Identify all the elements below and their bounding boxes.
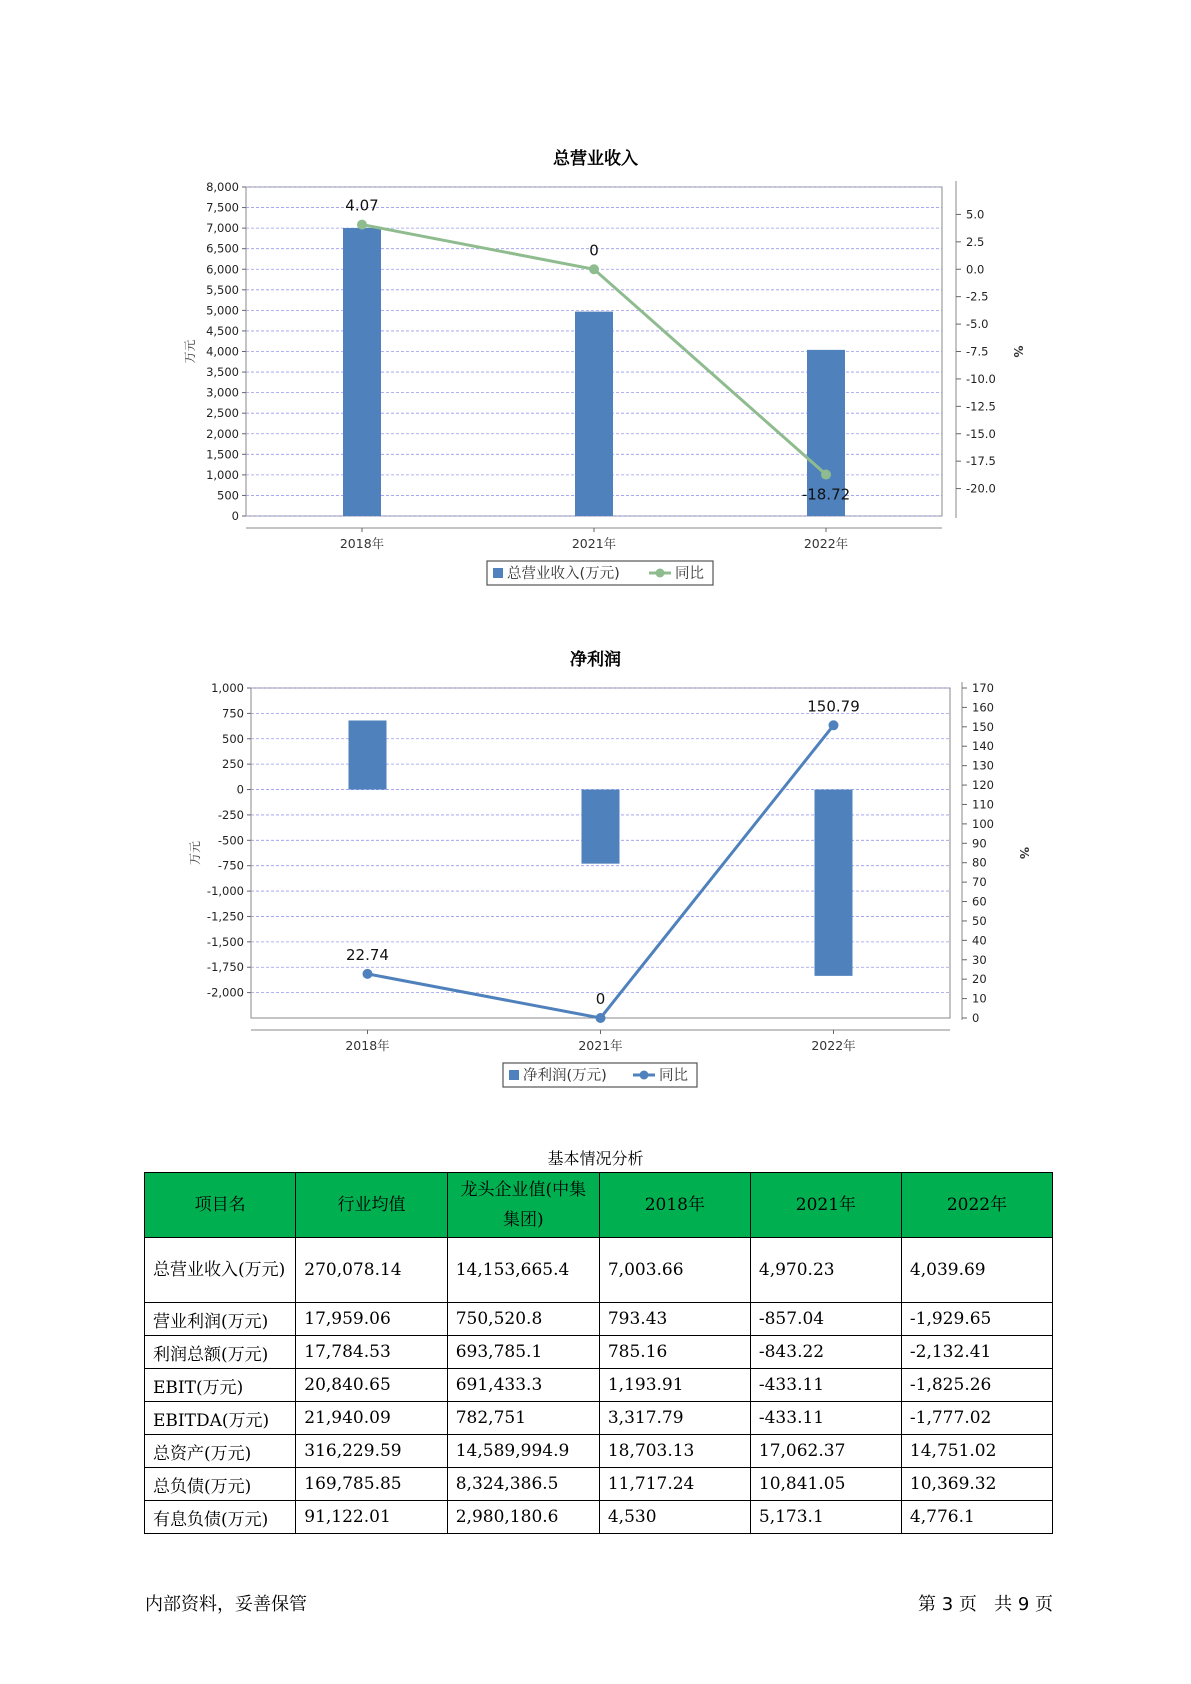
x-tick-label: 2018年 [345,1038,390,1053]
row-label-cell: EBIT(万元) [145,1369,296,1402]
header-cell: 行业均值 [296,1173,447,1238]
y-tick-label: 0 [236,782,244,797]
y-tick-label: -1,500 [206,934,244,949]
y2-tick-label: 130 [972,758,994,773]
y2-tick-label: -5.0 [966,317,989,332]
row-label-cell: 营业利润(万元) [145,1303,296,1336]
y2-tick-label: 150 [972,719,994,734]
value-cell: -1,825.26 [901,1369,1052,1402]
y2-tick-label: -12.5 [966,399,996,414]
y-tick-label: 1,500 [206,447,239,462]
y-tick-label: -500 [217,833,244,848]
value-cell: 17,959.06 [296,1303,447,1336]
series-point [363,969,373,979]
table-row [145,1303,1053,1336]
y-tick-label: 2,000 [206,426,239,441]
y2-tick-label: 5.0 [966,207,985,222]
value-cell: 693,785.1 [447,1336,599,1369]
legend-line-marker [640,1071,649,1080]
y2-tick-label: 90 [972,836,987,851]
value-cell: 1,193.91 [599,1369,750,1402]
value-cell: 4,039.69 [901,1238,1052,1303]
chart-title-revenue: 总营业收入 [553,149,638,169]
y2-tick-label: -17.5 [966,454,996,469]
value-cell: 14,751.02 [901,1435,1052,1468]
y-tick-label: 250 [222,757,244,772]
y-tick-label: 3,000 [206,385,239,400]
table-row [145,1369,1053,1402]
value-cell: 270,078.14 [296,1238,447,1303]
y2-tick-label: 50 [972,913,987,928]
y-tick-label: 6,500 [206,241,239,256]
y2-tick-label: -10.0 [966,371,996,386]
y-axis-label: 万元 [188,840,202,866]
y-tick-label: -1,250 [206,909,244,924]
y2-tick-label: 10 [972,991,987,1006]
y2-tick-label: 20 [972,972,987,987]
value-cell: 11,717.24 [599,1468,750,1501]
value-cell: -1,777.02 [901,1402,1052,1435]
header-cell: 项目名 [145,1173,296,1238]
bar [582,790,620,864]
value-cell: 20,840.65 [296,1369,447,1402]
data-label: 0 [595,990,606,1008]
header-cell: 2022年 [901,1173,1052,1238]
legend-line-label: 同比 [659,1068,688,1084]
row-label-cell: 有息负债(万元) [145,1501,296,1534]
header-cell: 2018年 [599,1173,750,1238]
y-tick-label: 500 [217,488,239,503]
data-label: 0 [589,241,599,260]
value-cell: 14,153,665.4 [447,1238,599,1303]
table-row [145,1435,1053,1468]
value-cell: 750,520.8 [447,1303,599,1336]
y2-tick-label: 100 [972,816,994,831]
header-cell: 龙头企业值(中集集团) [447,1173,599,1238]
y2-tick-label: 140 [972,739,994,754]
value-cell: 17,062.37 [750,1435,901,1468]
series-point [596,1013,606,1023]
chart-title-net-profit: 净利润 [570,650,621,670]
value-cell: 4,530 [599,1501,750,1534]
value-cell: -1,929.65 [901,1303,1052,1336]
y-tick-label: 1,000 [206,467,239,482]
y2-tick-label: 160 [972,700,994,715]
y2-tick-label: 70 [972,875,987,890]
y-axis-label: 万元 [183,339,197,364]
value-cell: 316,229.59 [296,1435,447,1468]
y2-tick-label: -15.0 [966,426,996,441]
y-tick-label: 7,000 [206,221,239,236]
row-label-cell: EBITDA(万元) [145,1402,296,1435]
table-row [145,1238,1053,1303]
x-tick-label: 2021年 [571,536,617,551]
y-tick-label: 4,000 [206,344,239,359]
value-cell: 18,703.13 [599,1435,750,1468]
x-tick-label: 2021年 [578,1038,623,1053]
value-cell: 5,173.1 [750,1501,901,1534]
footer-page-number: 第 3 页 共 9 页 [918,1594,1053,1615]
bar [815,790,853,976]
y2-tick-label: -2.5 [966,289,989,304]
row-label-cell: 总负债(万元) [145,1468,296,1501]
y2-tick-label: 120 [972,778,994,793]
series-point [829,720,839,730]
y2-tick-label: 170 [972,681,994,695]
value-cell: 4,776.1 [901,1501,1052,1534]
y2-tick-label: 0.0 [966,262,985,277]
value-cell: -857.04 [750,1303,901,1336]
value-cell: 3,317.79 [599,1402,750,1435]
y2-axis-label: % [1011,345,1025,358]
y-tick-label: -250 [217,807,244,822]
table-row [145,1402,1053,1435]
value-cell: 2,980,180.6 [447,1501,599,1534]
y-tick-label: 3,500 [206,365,239,380]
legend-bar-label: 净利润(万元) [523,1068,607,1084]
x-tick-label: 2018年 [339,536,385,551]
legend-line-label: 同比 [675,566,704,582]
value-cell: -433.11 [750,1369,901,1402]
y-tick-label: 4,500 [206,323,239,338]
row-label-cell: 总资产(万元) [145,1435,296,1468]
value-cell: 17,784.53 [296,1336,447,1369]
value-cell: -2,132.41 [901,1336,1052,1369]
data-label: -18.72 [801,485,851,504]
bar [349,720,387,789]
table-header-row [145,1173,1053,1238]
x-tick-label: 2022年 [811,1038,856,1053]
y-tick-label: 750 [222,706,244,721]
value-cell: 691,433.3 [447,1369,599,1402]
y2-tick-label: 40 [972,933,987,948]
row-label-cell: 总营业收入(万元) [145,1238,296,1303]
value-cell: -843.22 [750,1336,901,1369]
data-label: 150.79 [807,697,860,716]
footer-confidential: 内部资料，妥善保管 [145,1594,307,1615]
legend-bar-swatch [509,1070,519,1080]
table-row [145,1336,1053,1369]
value-cell: 10,841.05 [750,1468,901,1501]
y-tick-label: 5,000 [206,303,239,318]
table-row [145,1468,1053,1501]
value-cell: 21,940.09 [296,1402,447,1435]
y2-tick-label: 2.5 [966,234,985,249]
y-tick-label: 5,500 [206,282,239,297]
y2-tick-label: -20.0 [966,481,996,496]
y-tick-label: 2,500 [206,406,239,421]
header-cell: 2021年 [750,1173,901,1238]
y-tick-label: -2,000 [206,985,244,1000]
y2-tick-label: 60 [972,894,987,909]
value-cell: -433.11 [750,1402,901,1435]
value-cell: 793.43 [599,1303,750,1336]
y-tick-label: -750 [217,858,244,873]
y2-axis-label: % [1017,846,1031,860]
series-line [368,725,834,1018]
y2-tick-label: 110 [972,797,994,812]
analysis-table [144,1172,1053,1534]
row-label-cell: 利润总额(万元) [145,1336,296,1369]
table-row [145,1501,1053,1534]
value-cell: 785.16 [599,1336,750,1369]
value-cell: 169,785.85 [296,1468,447,1501]
y-tick-label: 1,000 [211,681,244,695]
value-cell: 14,589,994.9 [447,1435,599,1468]
y2-tick-label: -7.5 [966,344,989,359]
x-tick-label: 2022年 [803,536,849,551]
y-tick-label: -1,000 [206,884,244,899]
y-tick-label: 7,500 [206,200,239,215]
value-cell: 10,369.32 [901,1468,1052,1501]
legend-bar-label: 总营业收入(万元) [507,566,620,582]
value-cell: 4,970.23 [750,1238,901,1303]
value-cell: 782,751 [447,1402,599,1435]
value-cell: 8,324,386.5 [447,1468,599,1501]
data-label: 22.74 [346,945,389,964]
y2-tick-label: 0 [972,1011,980,1025]
y-tick-label: -1,750 [206,960,244,975]
y-tick-label: 500 [222,731,244,746]
value-cell: 7,003.66 [599,1238,750,1303]
y-tick-label: 0 [231,509,239,523]
value-cell: 91,122.01 [296,1501,447,1534]
y-tick-label: 8,000 [206,180,239,194]
table-caption: 基本情况分析 [547,1149,644,1168]
y2-tick-label: 30 [972,952,987,967]
data-label: 4.07 [345,196,379,215]
y2-tick-label: 80 [972,855,987,870]
y-tick-label: 6,000 [206,262,239,277]
